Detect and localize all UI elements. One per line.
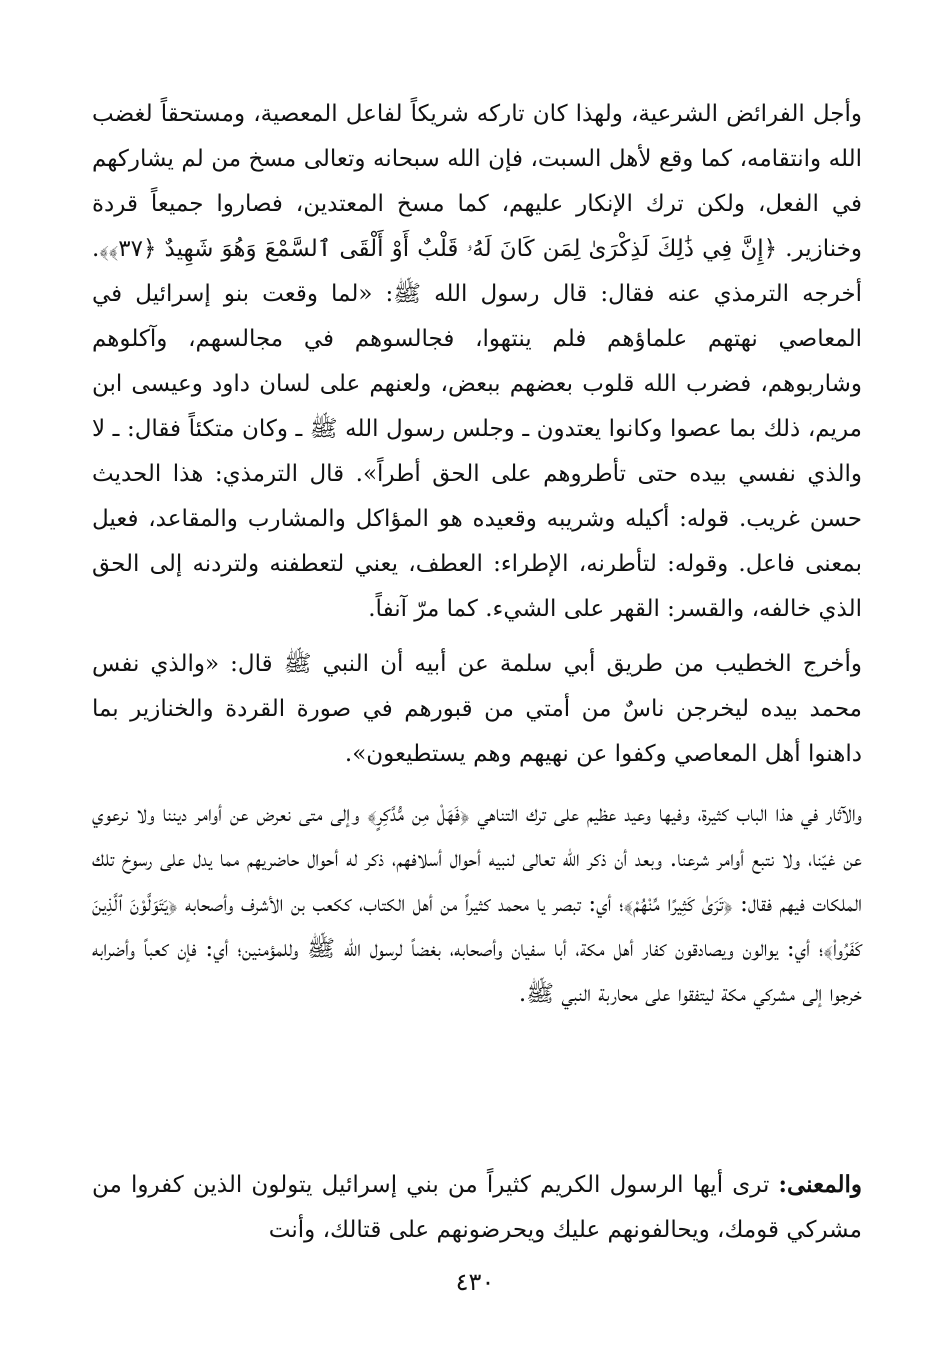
paragraph-meaning [92, 1162, 862, 1253]
paragraph-athar: والآثار في هذا الباب كثيرة، وفيها وعيد عظيم على ترك التناهي ﴿فَهَلْ مِن مُّدَّكِرٍ﴾ وإلى متى نعرض عن أوامر ديننا ولا نرعوي عن غيّنا، ولا نتبع أوامر شرعنا. وبعد أن ذكر الله تعالى لنبيه أحوال أسلافهم، ذكر له أحوال حاضريهم مما يدل على رسوخ تلك الملكات فيهم فقال: ﴿تَرَىٰ كَثِيرًا مِّنْهُمْ﴾؛ أي: تبصر يا محمد كثيراً من أهل الكتاب، ككعب بن الأشرف وأصحابه ﴿يَتَوَلَّوْنَ ٱلَّذِينَ كَفَرُوا۟﴾؛ أي: يوالون ويصادقون كفار أهل مكة، أبا سفيان وأصحابه، بغضاً لرسول الله ﷺ وللمؤمنين؛ أي: فإن كعباً وأضرابه خرجوا إلى مشركي مكة ليتفقوا على محاربة النبي ﷺ. [92, 801, 862, 1007]
paragraph-commentary-1: وأجل الفرائض الشرعية، ولهذا كان تاركه شريكاً لفاعل المعصية، ومستحقاً لغضب الله وانتقامه، كما وقع لأهل السبت، فإن الله سبحانه وتعالى مسخ من لم يشاركهم في الفعل، ولكن ترك الإنكار عليهم، كما مسخ المعتدين، فصاروا جميعاً قردة وخنازير. ﴿إِنَّ فِي ذَٰلِكَ لَذِكْرَىٰ لِمَن كَانَ لَهُۥ قَلْبٌ أَوْ أَلْقَى ٱلسَّمْعَ وَهُوَ شَهِيدٌ ﴿٣٧﴾﴾. أخرجه الترمذي عنه فقال: قال رسول الله ﷺ: «لما وقعت بنو إسرائيل في المعاصي نهتهم علماؤهم فلم ينتهوا، فجالسوهم في مجالسهم، وآكلوهم وشاربوهم، فضرب الله قلوب بعضهم ببعض، ولعنهم على لسان داود وعيسى ابن مريم، ذلك بما عصوا وكانوا يعتدون ـ وجلس رسول الله ﷺ ـ وكان متكئاً فقال: ـ لا والذي نفسي بيده حتى تأطروهم على الحق أطراً». قال الترمذي: هذا الحديث حسن غريب. قوله: أكيله وشريبه وقعيده هو المؤاكل والمشارب والمقاعد، فعيل بمعنى فاعل. وقوله: لتأطرنه، الإطراء: العطف، يعني لتعطفنه ولتردنه إلى الحق الذي خالفه، والقسر: القهر على الشيء. كما مرّ آنفاً. [92, 101, 862, 622]
meaning-heading: والمعنى: [778, 1171, 862, 1198]
page-number: ٤٣٠ [455, 1268, 495, 1296]
meaning-text: ترى أيها الرسول الكريم كثيراً من بني إسرائيل يتولون الذين كفروا من مشركي قومك، ويحالفونهم عليك ويحرضونهم على قتالك، وأنت [92, 1172, 862, 1243]
paragraph-khatib-hadith: وأخرج الخطيب من طريق أبي سلمة عن أبيه أن النبي ﷺ قال: «والذي نفس محمد بيده ليخرجن ناسٌ من أمتي من قبورهم في صورة القردة والخنازير بما داهنوا أهل المعاصي وكفوا عن نهيهم وهم يستطيعون». [92, 651, 862, 767]
